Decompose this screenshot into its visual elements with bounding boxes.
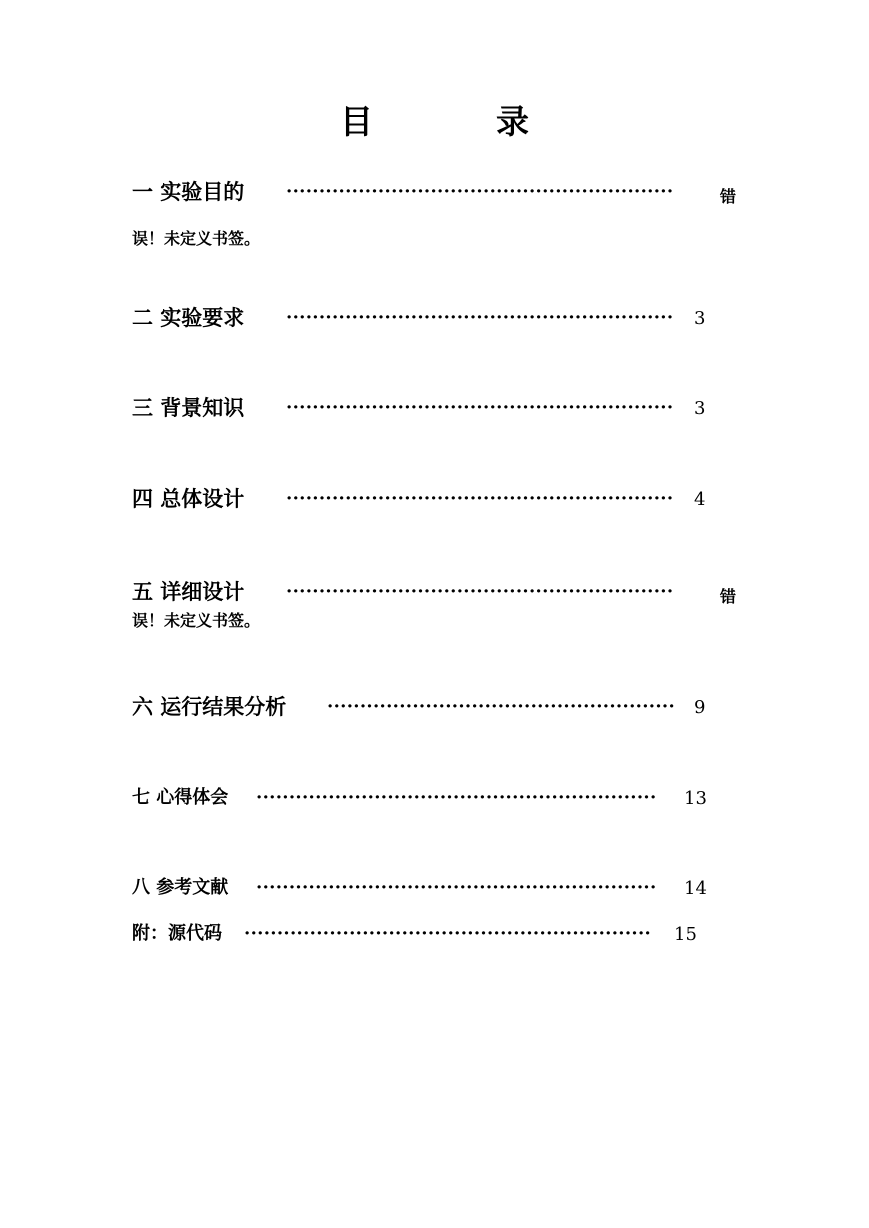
toc-entry-label: 六 运行结果分析 [132, 695, 287, 719]
toc-page-number: 9 [694, 697, 706, 718]
toc-page-number: 3 [694, 308, 706, 329]
toc-leader-dots: ··························································· [286, 307, 674, 328]
toc-page-number: 3 [694, 398, 706, 419]
toc-leader-dots: ··························································· [286, 581, 674, 602]
toc-page-ref: 错 [720, 187, 737, 206]
toc-entry-label: 七 心得体会 [132, 787, 229, 808]
toc-leader-dots: ····························································· [256, 787, 657, 808]
toc-leader-dots: ··························································· [286, 488, 674, 509]
toc-leader-dots: ····················································· [327, 696, 676, 717]
toc-entry-label: 八 参考文献 [132, 877, 229, 898]
toc-page-number: 4 [694, 489, 706, 510]
toc-title-char-2: 录 [496, 102, 529, 141]
toc-leader-dots: ····························································· [256, 877, 657, 898]
toc-page-ref: 错 [720, 587, 737, 606]
toc-leader-dots: ··························································· [286, 397, 674, 418]
toc-entry-label: 二 实验要求 [132, 306, 245, 330]
toc-entry-label: 四 总体设计 [132, 487, 245, 511]
toc-leader-dots: ··························································· [286, 181, 674, 202]
toc-entry-label: 附：源代码 [132, 923, 222, 944]
toc-page-number: 13 [684, 788, 707, 809]
toc-title-char-1: 目 [340, 102, 373, 141]
toc-title [0, 100, 869, 144]
toc-entry-label: 五 详细设计 [132, 580, 245, 604]
toc-page-number: 15 [674, 924, 697, 945]
toc-entry-label: 三 背景知识 [132, 396, 245, 420]
toc-error-continuation: 误！未定义书签。 [132, 229, 261, 248]
toc-entry-label: 一 实验目的 [132, 180, 245, 204]
toc-leader-dots: ······························································ [244, 923, 652, 944]
toc-error-continuation: 误！未定义书签。 [132, 611, 261, 630]
toc-page-number: 14 [684, 878, 707, 899]
